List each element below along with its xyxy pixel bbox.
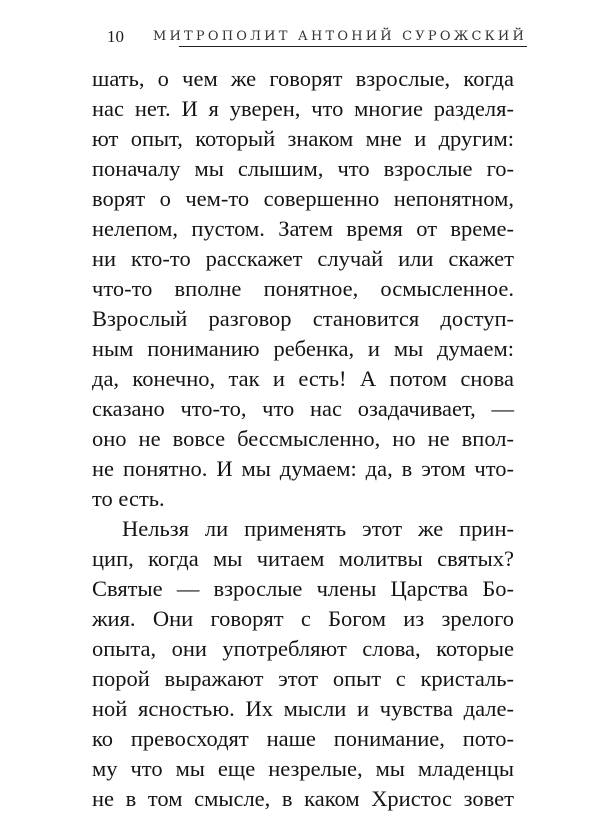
- text-line: ным пониманию ребенка, и мы думаем:: [92, 336, 514, 361]
- text-line: Святые — взрослые члены Царства Бо-: [92, 576, 514, 601]
- body-text: [92, 64, 514, 814]
- header-rule: [179, 46, 527, 47]
- text-line: му что мы еще незрелые, мы младенцы: [92, 756, 514, 781]
- text-line: жия. Они говорят с Богом из зрелого: [92, 606, 514, 631]
- text-line: ют опыт, который знаком мне и другим:: [92, 126, 514, 151]
- text-line: ворят о чем-то совершенно непонятном,: [92, 186, 514, 211]
- text-line: порой выражают этот опыт с кристаль-: [92, 666, 514, 691]
- text-line: не в том смысле, в каком Христос зовет: [92, 786, 514, 811]
- text-line: ни кто-то расскажет случай или скажет: [92, 246, 514, 271]
- text-line: нас нет. И я уверен, что многие разделя-: [92, 96, 514, 121]
- text-line: поначалу мы слышим, что взрослые го-: [92, 156, 514, 181]
- page-number: 10: [107, 27, 124, 46]
- text-line: Нельзя ли применять этот же прин-: [122, 516, 514, 541]
- text-line: ко превосходят наше понимание, пото-: [92, 726, 514, 751]
- text-line: ной ясностью. Их мысли и чувства дале-: [92, 696, 514, 721]
- text-line: шать, о чем же говорят взрослые, когда: [92, 66, 514, 91]
- text-line: цип, когда мы читаем молитвы святых?: [92, 546, 514, 571]
- text-line: нелепом, пустом. Затем время от време-: [92, 216, 514, 241]
- text-line: что-то вполне понятное, осмысленное.: [92, 276, 514, 301]
- text-line: сказано что-то, что нас озадачивает, —: [92, 396, 514, 421]
- running-title: МИТРОПОЛИТ АНТОНИЙ СУРОЖСКИЙ: [153, 29, 527, 44]
- running-head: [107, 26, 527, 56]
- text-line: Взрослый разговор становится доступ-: [92, 306, 514, 331]
- text-line: не понятно. И мы думаем: да, в этом что-: [92, 456, 514, 481]
- text-line: то есть.: [92, 486, 165, 511]
- text-line: опыта, они употребляют слова, которые: [92, 636, 514, 661]
- text-line: оно не вовсе бессмысленно, но не впол-: [92, 426, 514, 451]
- text-line: да, конечно, так и есть! А потом снова: [92, 366, 514, 391]
